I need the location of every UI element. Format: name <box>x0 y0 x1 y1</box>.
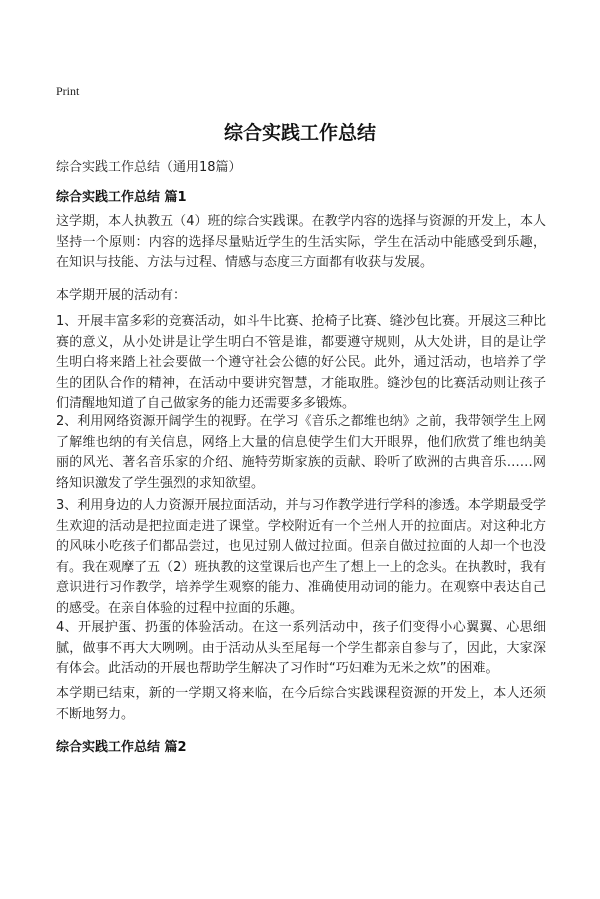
print-link[interactable]: Print <box>56 84 80 98</box>
paragraph-activities-lead: 本学期开展的活动有： <box>56 288 187 303</box>
paragraph-conclusion: 本学期已结束，新的一学期又将来临，在今后综合实践课程资源的开发上，本人还须不断地努力。 <box>56 686 546 722</box>
section-heading-2: 综合实践工作总结 篇2 <box>56 740 187 755</box>
section-heading-1: 综合实践工作总结 篇1 <box>56 190 187 205</box>
page-title: 综合实践工作总结 <box>223 122 376 144</box>
document-subtitle: 综合实践工作总结（通用18篇） <box>56 160 242 175</box>
paragraph-intro: 这学期，本人执教五（4）班的综合实践课。在教学内容的选择与资源的开发上，本人坚持一个原则：内容的选择尽量贴近学生的生活实际，学生在活动中能感受到乐趣，在知识与技能、方法与过程、情感与态度三方面都有收获与发展。 <box>56 214 546 270</box>
paragraph-activity-3: 3、利用身边的人力资源开展拉面活动，并与习作教学进行学科的渗透。本学期最受学生欢迎的活动是把拉面走进了课堂。学校附近有一个兰州人开的拉面店。对这种北方的风味小吃孩子们都品尝过，也见过别人做过拉面。但亲自做过拉面的人却一个也没有。我在观摩了五（2）班执教的这堂课后也产生了想上一上的念头。在执教时，我有意识进行习作教学，培养学生观察的能力、准确使用动词的能力。在观察中表达自己的感受。在亲自体验的过程中拉面的乐趣。 <box>56 498 546 616</box>
paragraph-activity-1: 1、开展丰富多彩的竞赛活动，如斗牛比赛、抢椅子比赛、缝沙包比赛。开展这三种比赛的意义，从小处讲是让学生明白不管是谁，都要遵守规则，从大处讲，目的是让学生明白将来踏上社会要做一个遵守社会公德的好公民。此外，通过活动，也培养了学生的团队合作的精神，在活动中要讲究智慧，才能取胜。缝沙包的比赛活动则让孩子们清醒地知道了自己做家务的能力还需要多多锻炼。 <box>56 314 546 411</box>
paragraph-activity-2: 2、利用网络资源开阔学生的视野。在学习《音乐之都维也纳》之前，我带领学生上网了解维也纳的有关信息，网络上大量的信息使学生们大开眼界，他们欣赏了维也纳美丽的风光、著名音乐家的介绍、施特劳斯家族的贡献、聆听了欧洲的古典音乐……网络知识激发了学生强烈的求知欲望。 <box>56 414 546 491</box>
paragraph-activity-4: 4、开展护蛋、扔蛋的体验活动。在这一系列活动中，孩子们变得小心翼翼、心思细腻，做事不再大大咧咧。由于活动从头至尾每一个学生都亲自参与了，因此，大家深有体会。此活动的开展也帮助学生解决了习作时“巧妇难为无米之炊”的困难。 <box>56 620 546 676</box>
